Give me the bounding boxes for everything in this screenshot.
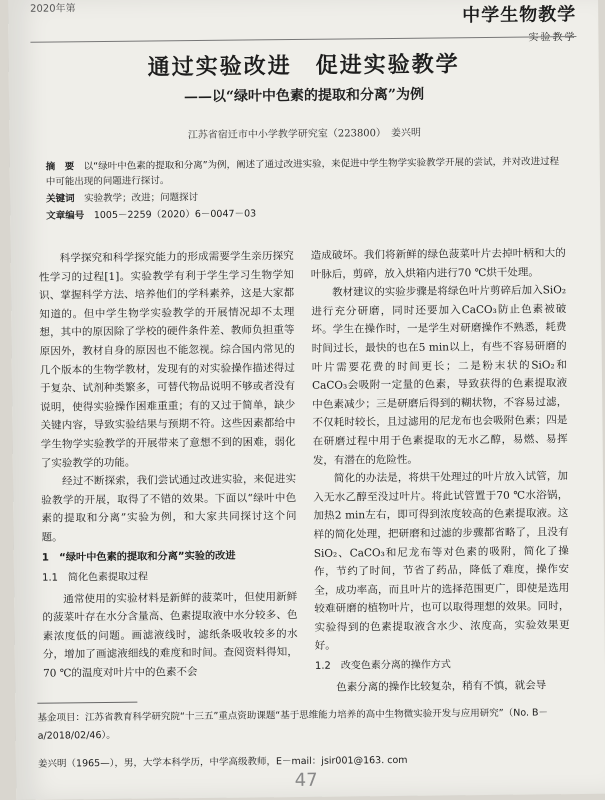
paragraph: 通常使用的实验材料是新鲜的菠菜叶，但使用新鲜的菠菜叶存在水分含量高、色素提取液中水分较多、色素浓度低的问题。画滤液线时，滤纸条吸收较多的水分，增加了画滤液细线的难度和时间。查阅资料得知，70 ℃的温度对叶片中的色素不会 — [42, 590, 298, 680]
issue-label: 2020年第 — [30, 3, 76, 15]
article-number-label: 文章编号 — [46, 210, 85, 222]
abstract-text: 以“绿叶中色素的提取和分离”为例，阐述了通过改进实验，来促进中学生物学实验教学开展的尝试，并对改进过程中可能出现的问题进行探讨。 — [45, 156, 560, 188]
journal-logo: 中学生物教学 — [462, 4, 577, 27]
article-title: 通过实验改进 促进实验教学 — [147, 51, 460, 81]
footnote-rule — [37, 702, 137, 704]
paragraph: 简化的办法是，将烘干处理过的叶片放入试管，加入无水乙醇至没过叶片。将此试管置于70 ℃水浴锅，加热2 min左右，即可得到浓度较高的色素提取液。这样的简化处理，把研磨和过滤的步骤都省略了，且没有SiO₂、CaCO₃和尼龙布等对色素的吸附，简化了操作，节约了时间，节省了药品，降低了难度，操作安全，成功率高，而且叶片的选择范围更广，即使是选用较难研磨的植物叶片，也可以取得理想的效果。同时，实验得到的色素提取液含水少、浓度高，实验效果更好。 — [313, 470, 570, 653]
article-subtitle: ——以“绿叶中色素的提取和分离”为例 — [183, 86, 425, 106]
abstract — [46, 154, 566, 189]
section-heading: 1.2 改变色素分离的操作方式 — [314, 659, 451, 672]
funding-note: 基金项目：江苏省教育科学研究院“十三五”重点资助课题“基于思维能力培养的高中生物微实验开发与应用研究”（No. B－a/2018/02/46）。 — [37, 707, 549, 742]
keywords-text: 实验教学；改进；问题探讨 — [84, 192, 199, 205]
journal-page — [8, 0, 605, 800]
paragraph: 教材建议的实验步骤是将绿色叶片剪碎后加入SiO₂进行充分研磨，同时还要加入CaCO₃防止色素被破坏。学生在操作时，一是学生对研磨操作不熟悉，耗费时间过长，最快的也在5 min以上，有些不容易研磨的叶片需要花费的时间更长；二是粉末状的SiO₂和CaCO₃会吸附一定量的色素，导致获得的色素提取液中色素减少；三是研磨后得到的糊状物，不容易过滤，不仅耗时较长，且过滤用的尼龙布也会吸附色素；四是在研磨过程中用于色素提取的无水乙醇，易燃、易挥发，有潜在的危险性。 — [311, 284, 568, 467]
paragraph: 造成破坏。我们将新鲜的绿色菠菜叶片去掉叶柄和大的叶脉后，剪碎，放入烘箱内进行70 ℃烘干处理。 — [310, 247, 566, 281]
body-column-left — [39, 247, 299, 683]
author-note: 姜兴明（1965—），男，大学本科学历，中学高级教师，E－mail：jsir001@163. com — [37, 754, 408, 770]
body-column-right — [311, 244, 571, 697]
section-heading: 1 “绿叶中色素的提取和分离”实验的改进 — [41, 550, 236, 564]
article-number-text: 1005－2259（2020）6－0047－03 — [93, 208, 257, 222]
section-heading: 1.1 简化色素提取过程 — [41, 571, 149, 584]
paragraph: 科学探究和科学探究能力的形成需要学生亲历探究性学习的过程[1]。实验教学有利于学生学习生物学知识、掌握科学方法、培养他们的学科素养，这是大家都知道的。但中学生物学实验教学的开展情况却不太理想，其中的原因除了学校的硬件条件差、教师负担重等原因外，教材自身的原因也不能忽视。综合国内常见的几个版本的生物学教材，发现有的对实验操作描述得过于复杂、试剂种类繁多，可替代物品说明不够或者没有说明，使得实验操作困难重重；有的又过于简单，缺少关键内容，导致实验结果与预期不符。这些因素都给中学生物学实验教学的开展带来了意想不到的困难，弱化了实验教学的功能。 — [38, 250, 296, 470]
page-number: 47 — [294, 769, 318, 792]
paragraph: 色素分离的操作比较复杂，稍有不慎，就会导 — [336, 679, 547, 694]
paragraph: 经过不断探索，我们尝试通过改进实验，来促进实验教学的开展，取得了不错的效果。下面以“绿叶中色素的提取和分离”实验为例，和大家共同探讨这个问题。 — [41, 473, 297, 544]
affiliation: 江苏省宿迁市中小学教学研究室（223800） 姜兴明 — [187, 127, 422, 142]
section-label: 实验教学 — [528, 32, 577, 44]
keywords-label: 关键词 — [46, 193, 75, 205]
abstract-label: 摘 要 — [45, 161, 75, 173]
abstract-block — [46, 154, 567, 223]
article-number — [46, 203, 566, 223]
